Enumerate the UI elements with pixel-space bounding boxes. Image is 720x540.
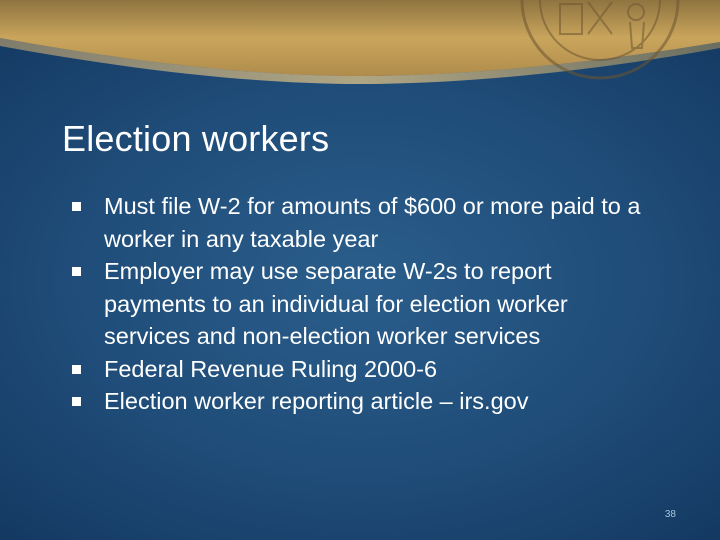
bullet-text: Election worker reporting article – irs.gov [104,388,529,414]
bullet-item [72,190,652,255]
square-bullet-icon [72,267,81,276]
bullet-item [72,385,652,418]
square-bullet-icon [72,365,81,374]
bullet-text: Federal Revenue Ruling 2000-6 [104,355,438,382]
state-seal-banner [0,0,720,100]
bullet-text: Employer may use separate W-2s to report payments to an individual for election worker services and non-election worker services [104,258,568,349]
bullet-item [72,255,652,353]
slide-title: Election workers [62,118,330,159]
square-bullet-icon [72,202,81,211]
square-bullet-icon [72,397,81,406]
bullet-item [72,353,652,386]
bullet-text: Must file W-2 for amounts of $600 or more paid to a worker in any taxable year [104,193,641,252]
page-number: 38 [664,509,676,520]
bullet-list [72,190,652,418]
